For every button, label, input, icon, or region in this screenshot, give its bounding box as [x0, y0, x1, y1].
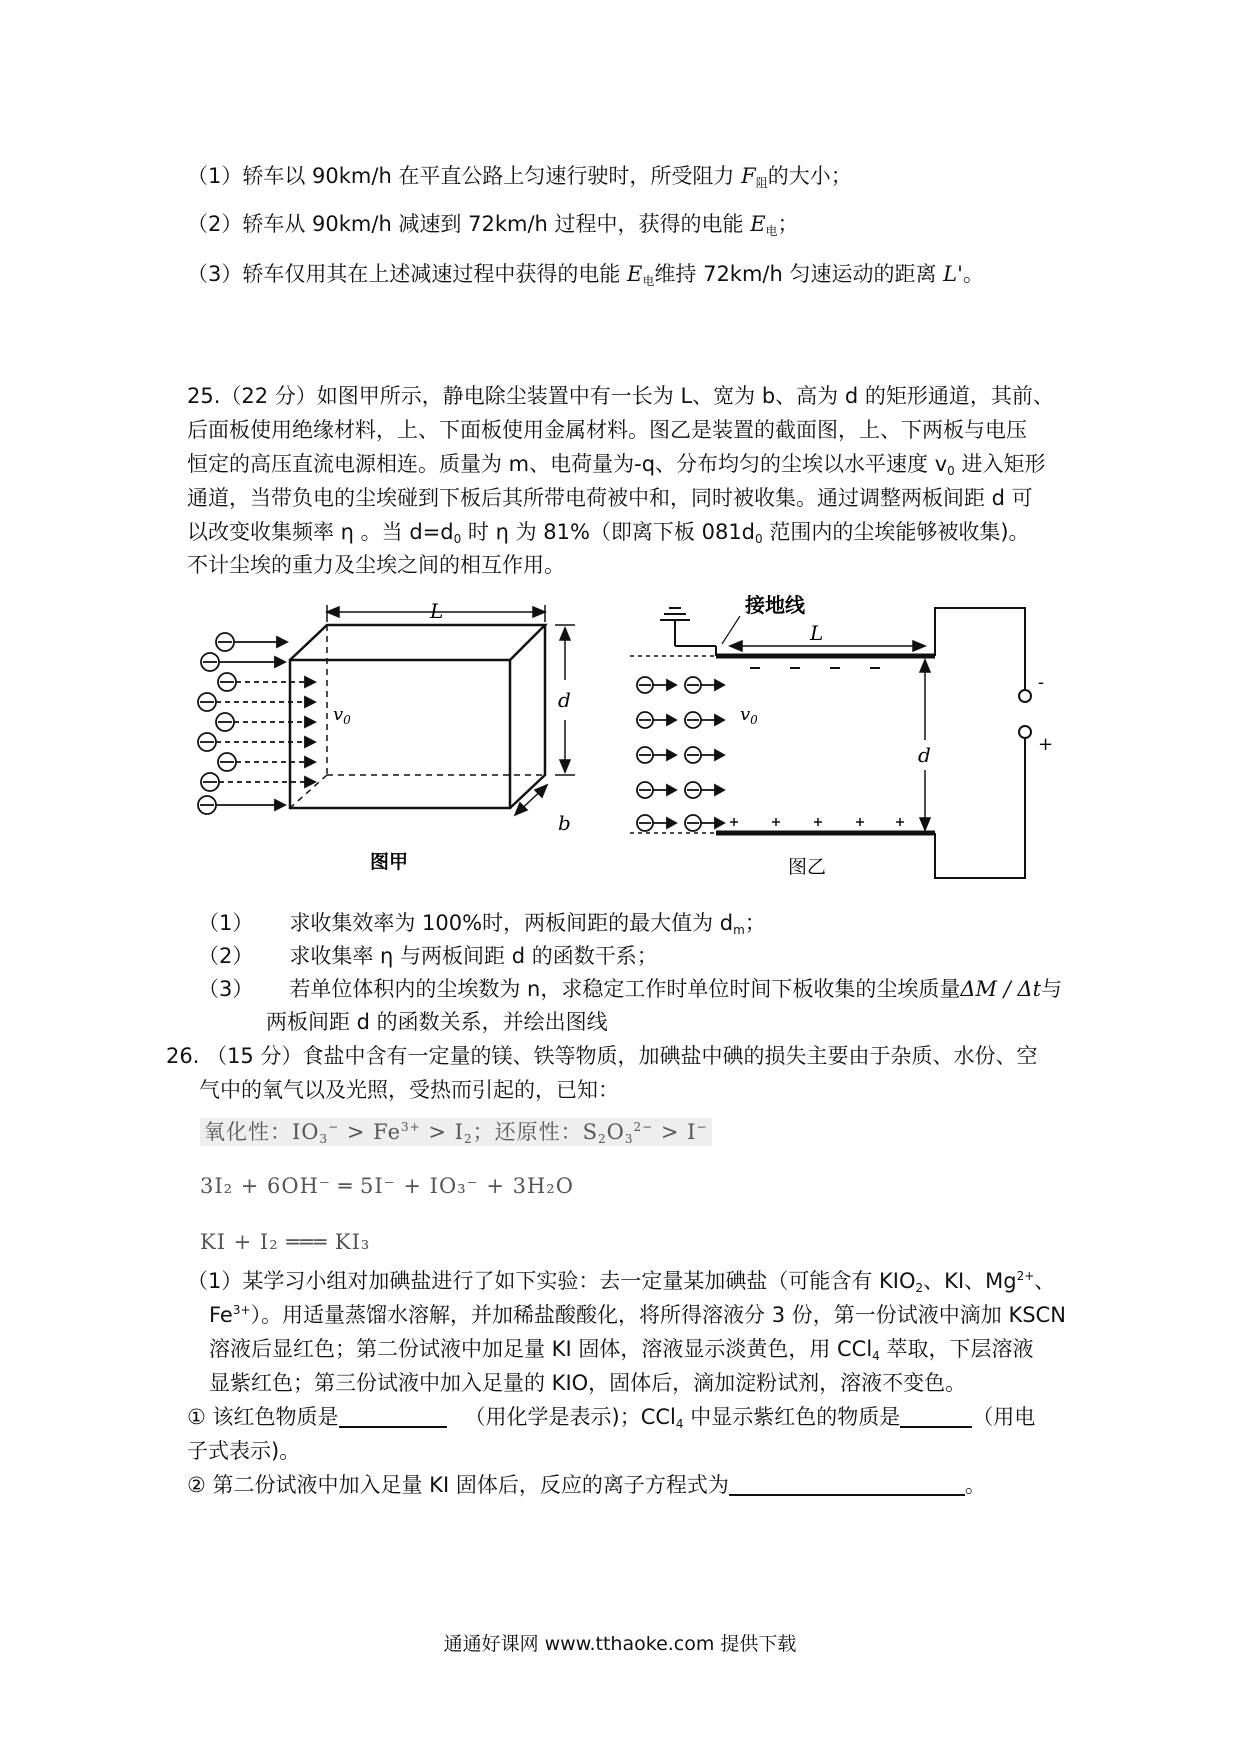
- eq1-b: > Fe: [339, 1120, 402, 1144]
- q26-part-1-line-2-suffix: ）。用适量蒸馏水溶解，并加稀盐酸酸化，将所得溶液分 3 份，第一份试液中滴加 KSCN: [250, 1303, 1066, 1327]
- subscript: 2: [915, 1281, 924, 1295]
- q26-part-1-line-3-text: 溶液后显红色；第二份试液中加足量 KI 固体，溶液显示淡黄色，用 CCl: [209, 1337, 873, 1361]
- answer-blank-purple-substance[interactable]: [900, 1404, 972, 1428]
- equation-oxidation: [200, 1116, 712, 1146]
- q24-part-3-suffix: 。: [962, 262, 984, 286]
- q26-part-1-mid: 、KI、Mg: [923, 1269, 1017, 1293]
- subscript: 2: [463, 1132, 473, 1146]
- subscript: 阻: [755, 176, 768, 190]
- q25-sub-1-number: （1）: [198, 911, 254, 935]
- q25-sub-1: [198, 908, 766, 941]
- q25-line-5: [187, 517, 1030, 550]
- subscript: 4: [872, 1349, 880, 1363]
- q25-sub-3-text: 若单位体积内的尘埃数为 n，求稳定工作时单位时间下板收集的尘埃质量: [289, 977, 961, 1001]
- q25-sub-2: [198, 941, 658, 971]
- superscript: 2+: [1016, 1269, 1035, 1283]
- figure-yi: [630, 590, 1070, 890]
- figure-jia-label-v0: $v_0$: [333, 704, 351, 727]
- footer-source: 通通好课网 www.tthaoke.com 提供下载: [443, 1633, 797, 1655]
- q25-sub-3-number: （3）: [198, 977, 254, 1001]
- q24-part-1: [187, 161, 852, 194]
- q26-question-1-suffix: （用电: [972, 1405, 1036, 1429]
- eq1-d: ；还原性：S: [472, 1120, 598, 1144]
- superscript: 2−: [633, 1120, 654, 1134]
- q25-line-3: [187, 449, 1045, 482]
- figure-yi-particles: [637, 677, 724, 831]
- equation-iodine-base: 3I₂ + 6OH⁻ ═ 5I⁻ + IO₃⁻ + 3H₂O: [200, 1174, 574, 1198]
- figure-yi-label-L: L: [810, 621, 824, 645]
- q26-line-2: 气中的氧气以及光照，受热而引起的，已知：: [199, 1078, 619, 1102]
- q26-question-1-line-2: 子式表示)。: [187, 1439, 301, 1463]
- eq1-c: > I: [420, 1120, 464, 1144]
- figure-jia-label-d: d: [558, 688, 571, 712]
- q26-question-2-text: ② 第二份试液中加入足量 KI 固体后，反应的离子方程式为: [187, 1473, 729, 1497]
- q25-sub-2-number: （2）: [198, 944, 254, 968]
- figure-yi-label-v0: $v_0$: [740, 704, 758, 727]
- q26-part-1-text: （1）某学习小组对加碘盐进行了如下实验：去一定量某加碘盐（可能含有 KIO: [187, 1269, 916, 1293]
- symbol-L-prime: L': [943, 262, 963, 286]
- q25-sub-1-text: 求收集效率为 100%时，两板间距的最大值为 d: [289, 911, 734, 935]
- subscript: 电: [765, 224, 778, 238]
- superscript: −: [696, 1120, 708, 1134]
- answer-blank-red-substance[interactable]: [339, 1404, 447, 1428]
- q24-part-3-mid: 维持 72km/h 匀速运动的距离: [654, 262, 944, 286]
- figure-yi-minus: -: [1038, 672, 1045, 693]
- figure-yi-ground-label: 接地线: [745, 593, 805, 617]
- eq1-a: 氧化性：IO: [204, 1120, 320, 1144]
- q25-line-6: 不计尘埃的重力及尘埃之间的相互作用。: [187, 553, 565, 577]
- subscript: 3: [624, 1132, 634, 1146]
- superscript: −: [328, 1120, 340, 1134]
- q26-part-1-line-3: [209, 1334, 1033, 1367]
- q26-line-1: 26. （15 分）食盐中含有一定量的镁、铁等物质，加碘盐中碘的损失主要由于杂质、水份、空: [166, 1044, 1038, 1068]
- figure-yi-label-d: d: [918, 743, 931, 767]
- subscript: 0: [947, 464, 955, 478]
- q25-line-3-text: 恒定的高压直流电源相连。质量为 m、电荷量为-q、分布均匀的尘埃以水平速度 v: [187, 452, 948, 476]
- q24-part-1-text: （1）轿车以 90km/h 在平直公路上匀速行驶时，所受阻力: [187, 164, 742, 188]
- q26-part-1-suffix: 、: [1034, 1269, 1056, 1293]
- eq1-e: O: [606, 1120, 625, 1144]
- subscript: m: [733, 923, 745, 937]
- eq1-f: > I: [653, 1120, 697, 1144]
- q25-line-4: 通道，当带负电的尘埃碰到下板后其所带电荷被中和，同时被收集。通过调整两板间距 d 可: [187, 486, 1033, 510]
- q25-sub-2-text: 求收集率 η 与两板间距 d 的函数干系；: [289, 944, 658, 968]
- q25-sub-1-suffix: ；: [744, 911, 766, 935]
- figure-jia-caption: 图甲: [370, 851, 409, 873]
- superscript: 3+: [232, 1303, 251, 1317]
- subscript: 0: [755, 532, 763, 546]
- q26-question-2: [187, 1470, 986, 1500]
- q26-part-1-line-2: [209, 1300, 1066, 1333]
- q26-part-1-line-1: [187, 1266, 1055, 1299]
- q26-question-1: [187, 1402, 1035, 1435]
- figure-jia-label-b: b: [558, 811, 571, 835]
- q26-part-1-line-4: 显紫红色；第三份试液中加入足量的 KIO，固体后，滴加淀粉试剂，溶液不变色。: [209, 1371, 967, 1395]
- q24-part-3-text: （3）轿车仅用其在上述减速过程中获得的电能: [187, 262, 628, 286]
- q24-part-3: [187, 259, 984, 292]
- figure-yi-caption: 图乙: [788, 856, 827, 878]
- q26-question-1-text: ① 该红色物质是: [187, 1405, 339, 1429]
- subscript: 2: [598, 1132, 607, 1146]
- q24-part-2-text: （2）轿车从 90km/h 减速到 72km/h 过程中，获得的电能: [187, 212, 751, 236]
- q25-line-3-suffix: 进入矩形: [954, 452, 1046, 476]
- q26-part-1-line-3-suffix: 萃取，下层溶液: [879, 1337, 1034, 1361]
- q24-part-2-suffix: ；: [777, 212, 799, 236]
- symbol-E: E: [750, 212, 766, 236]
- q26-question-2-suffix: 。: [964, 1473, 986, 1497]
- q25-line-5-text: 以改变收集频率 η 。当 d=d: [187, 520, 454, 544]
- answer-blank-ionic-equation[interactable]: [729, 1472, 965, 1496]
- q25-sub-3-line-2: 两板间距 d 的函数关系，并绘出图线: [266, 1010, 608, 1034]
- equation-ki3: KI + I₂ ═══ KI₃: [200, 1230, 371, 1254]
- q24-part-1-suffix: 的大小；: [767, 164, 852, 188]
- q25-sub-3-suffix: 与: [1041, 977, 1063, 1001]
- figure-jia-label-L: L: [430, 600, 444, 623]
- q24-part-2: [187, 209, 799, 242]
- q26-part-1-line-2-text: Fe: [209, 1303, 233, 1327]
- q25-line-1: 25.（22 分）如图甲所示，静电除尘装置中有一长为 L、宽为 b、高为 d 的矩形通道，其前、: [187, 384, 1054, 408]
- subscript: 电: [642, 274, 655, 288]
- subscript: 3: [319, 1132, 329, 1146]
- figure-yi-plus: +: [1038, 734, 1054, 755]
- q25-line-2: 后面板使用绝缘材料，上、下面板使用金属材料。图乙是装置的截面图，上、下两板与电压: [187, 418, 1027, 442]
- symbol-E: E: [627, 262, 643, 286]
- figure-jia: [185, 600, 615, 890]
- q25-sub-3: [198, 974, 1062, 1004]
- subscript: 4: [675, 1417, 684, 1431]
- equation-oxidation-content: [200, 1118, 712, 1146]
- superscript: 3+: [401, 1120, 421, 1134]
- q26-question-1-mid: （用化学是表示)；CCl: [464, 1405, 676, 1429]
- formula-dm-dt: ΔM / Δt: [960, 977, 1042, 1001]
- q25-line-5-mid: 时 η 为 81%（即离下板 081d: [461, 520, 756, 544]
- subscript: 0: [453, 532, 462, 546]
- q26-question-1-mid2: 中显示紫红色的物质是: [683, 1405, 901, 1429]
- symbol-F: F: [741, 164, 756, 188]
- q25-line-5-suffix: 范围内的尘埃能够被收集)。: [762, 520, 1030, 544]
